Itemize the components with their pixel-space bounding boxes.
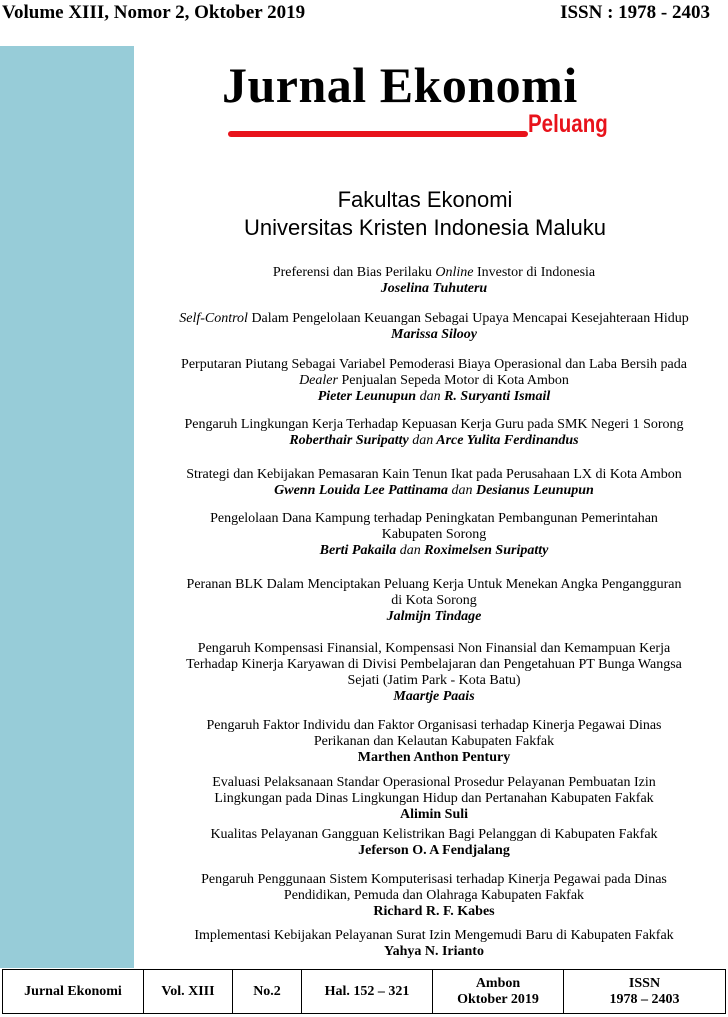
footer-issn-label: ISSN <box>628 975 661 991</box>
article-10[interactable] <box>140 775 728 823</box>
article-1[interactable] <box>140 265 728 297</box>
article-12[interactable] <box>140 872 728 920</box>
footer-volume: Vol. XIII <box>144 970 233 1013</box>
university-name: Universitas Kristen Indonesia Maluku <box>244 215 606 240</box>
article-author: Richard R. F. Kabes <box>373 904 495 919</box>
article-title: Pengaruh Penggunaan Sistem Komputerisasi terhadap Kinerja Pegawai pada Dinas Pendidikan, Pemuda dan Olahraga Kabupaten Fakfak <box>201 872 667 903</box>
article-title: Pengaruh Lingkungan Kerja Terhadap Kepuasan Kerja Guru pada SMK Negeri 1 Sorong <box>184 417 684 432</box>
article-4[interactable] <box>140 417 728 449</box>
volume-info: Volume XIII, Nomor 2, Oktober 2019 <box>2 2 306 23</box>
article-author: Gwenn Louida Lee Pattinama dan Desianus Leunupun <box>274 483 594 498</box>
footer-place: Ambon <box>475 975 521 991</box>
footer-issn <box>564 970 725 1013</box>
footer-place-date <box>433 970 564 1013</box>
article-6[interactable] <box>140 511 728 559</box>
article-11[interactable] <box>140 827 728 859</box>
cover-side-stripe <box>0 46 134 968</box>
journal-subtitle: Peluang <box>528 110 608 138</box>
article-author: Alimin Suli <box>399 807 469 822</box>
footer-issn-value: 1978 – 2403 <box>609 991 680 1007</box>
article-author: Yahya N. Irianto <box>384 944 484 959</box>
article-author: Jalmijn Tindage <box>386 609 482 624</box>
article-author: Berti Pakaila dan Roximelsen Suripatty <box>319 543 549 558</box>
faculty-name: Fakultas Ekonomi <box>337 187 513 212</box>
footer-date: Oktober 2019 <box>457 991 539 1007</box>
article-2[interactable] <box>140 311 728 343</box>
article-title: Perputaran Piutang Sebagai Variabel Pemoderasi Biaya Operasional dan Laba Bersih pada Dealer Penjualan Sepeda Motor di Kota Ambon <box>181 357 687 388</box>
article-title: Kualitas Pelayanan Gangguan Kelistrikan Bagi Pelanggan di Kabupaten Fakfak <box>210 827 658 842</box>
journal-title: Jurnal Ekonomi <box>222 57 578 113</box>
article-author: Joselina Tuhuteru <box>380 281 488 296</box>
article-3[interactable] <box>140 357 728 405</box>
article-title: Strategi dan Kebijakan Pemasaran Kain Tenun Ikat pada Perusahaan LX di Kota Ambon <box>186 467 682 482</box>
article-author: Marthen Anthon Pentury <box>357 750 511 765</box>
article-title: Peranan BLK Dalam Menciptakan Peluang Kerja Untuk Menekan Angka Pengangguran di Kota Sorong <box>186 577 682 608</box>
footer-journal: Jurnal Ekonomi <box>3 970 144 1013</box>
footer-info-table <box>2 969 726 1014</box>
title-underline <box>228 131 528 137</box>
issue-header <box>0 0 728 30</box>
article-title: Pengelolaan Dana Kampung terhadap Peningkatan Pembangunan Pemerintahan Kabupaten Sorong <box>210 511 658 542</box>
footer-number: No.2 <box>233 970 302 1013</box>
article-title: Self-Control Dalam Pengelolaan Keuangan Sebagai Upaya Mencapai Kesejahteraan Hidup <box>179 311 689 326</box>
article-title: Pengaruh Kompensasi Finansial, Kompensasi Non Finansial dan Kemampuan Kerja Terhadap Kinerja Karyawan di Divisi Pembelajaran dan Pengetahuan PT Bunga Wangsa Sejati (Jatim Park - Kota Batu) <box>186 641 682 688</box>
article-title: Evaluasi Pelaksanaan Standar Operasional Prosedur Pelayanan Pembuatan Izin Lingkungan pada Dinas Lingkungan Hidup dan Pertanahan Kabupaten Fakfak <box>212 775 656 806</box>
article-author: Jeferson O. A Fendjalang <box>358 843 510 858</box>
article-author: Pieter Leunupun dan R. Suryanti Ismail <box>317 389 551 404</box>
article-author: Marissa Silooy <box>391 327 477 342</box>
article-9[interactable] <box>140 718 728 766</box>
article-author: Maartje Paais <box>393 689 475 704</box>
article-7[interactable] <box>140 577 728 625</box>
article-title: Pengaruh Faktor Individu dan Faktor Organisasi terhadap Kinerja Pegawai Dinas Perikanan dan Kelautan Kabupaten Fakfak <box>206 718 662 749</box>
article-13[interactable] <box>140 928 728 960</box>
article-5[interactable] <box>140 467 728 499</box>
footer-pages: Hal. 152 – 321 <box>302 970 433 1013</box>
issn-info: ISSN : 1978 - 2403 <box>560 2 710 23</box>
article-author: Roberthair Suripatty dan Arce Yulita Ferdinandus <box>289 433 579 448</box>
article-8[interactable] <box>140 641 728 705</box>
article-title: Preferensi dan Bias Perilaku Online Investor di Indonesia <box>272 265 596 280</box>
article-title: Implementasi Kebijakan Pelayanan Surat Izin Mengemudi Baru di Kabupaten Fakfak <box>194 928 674 943</box>
